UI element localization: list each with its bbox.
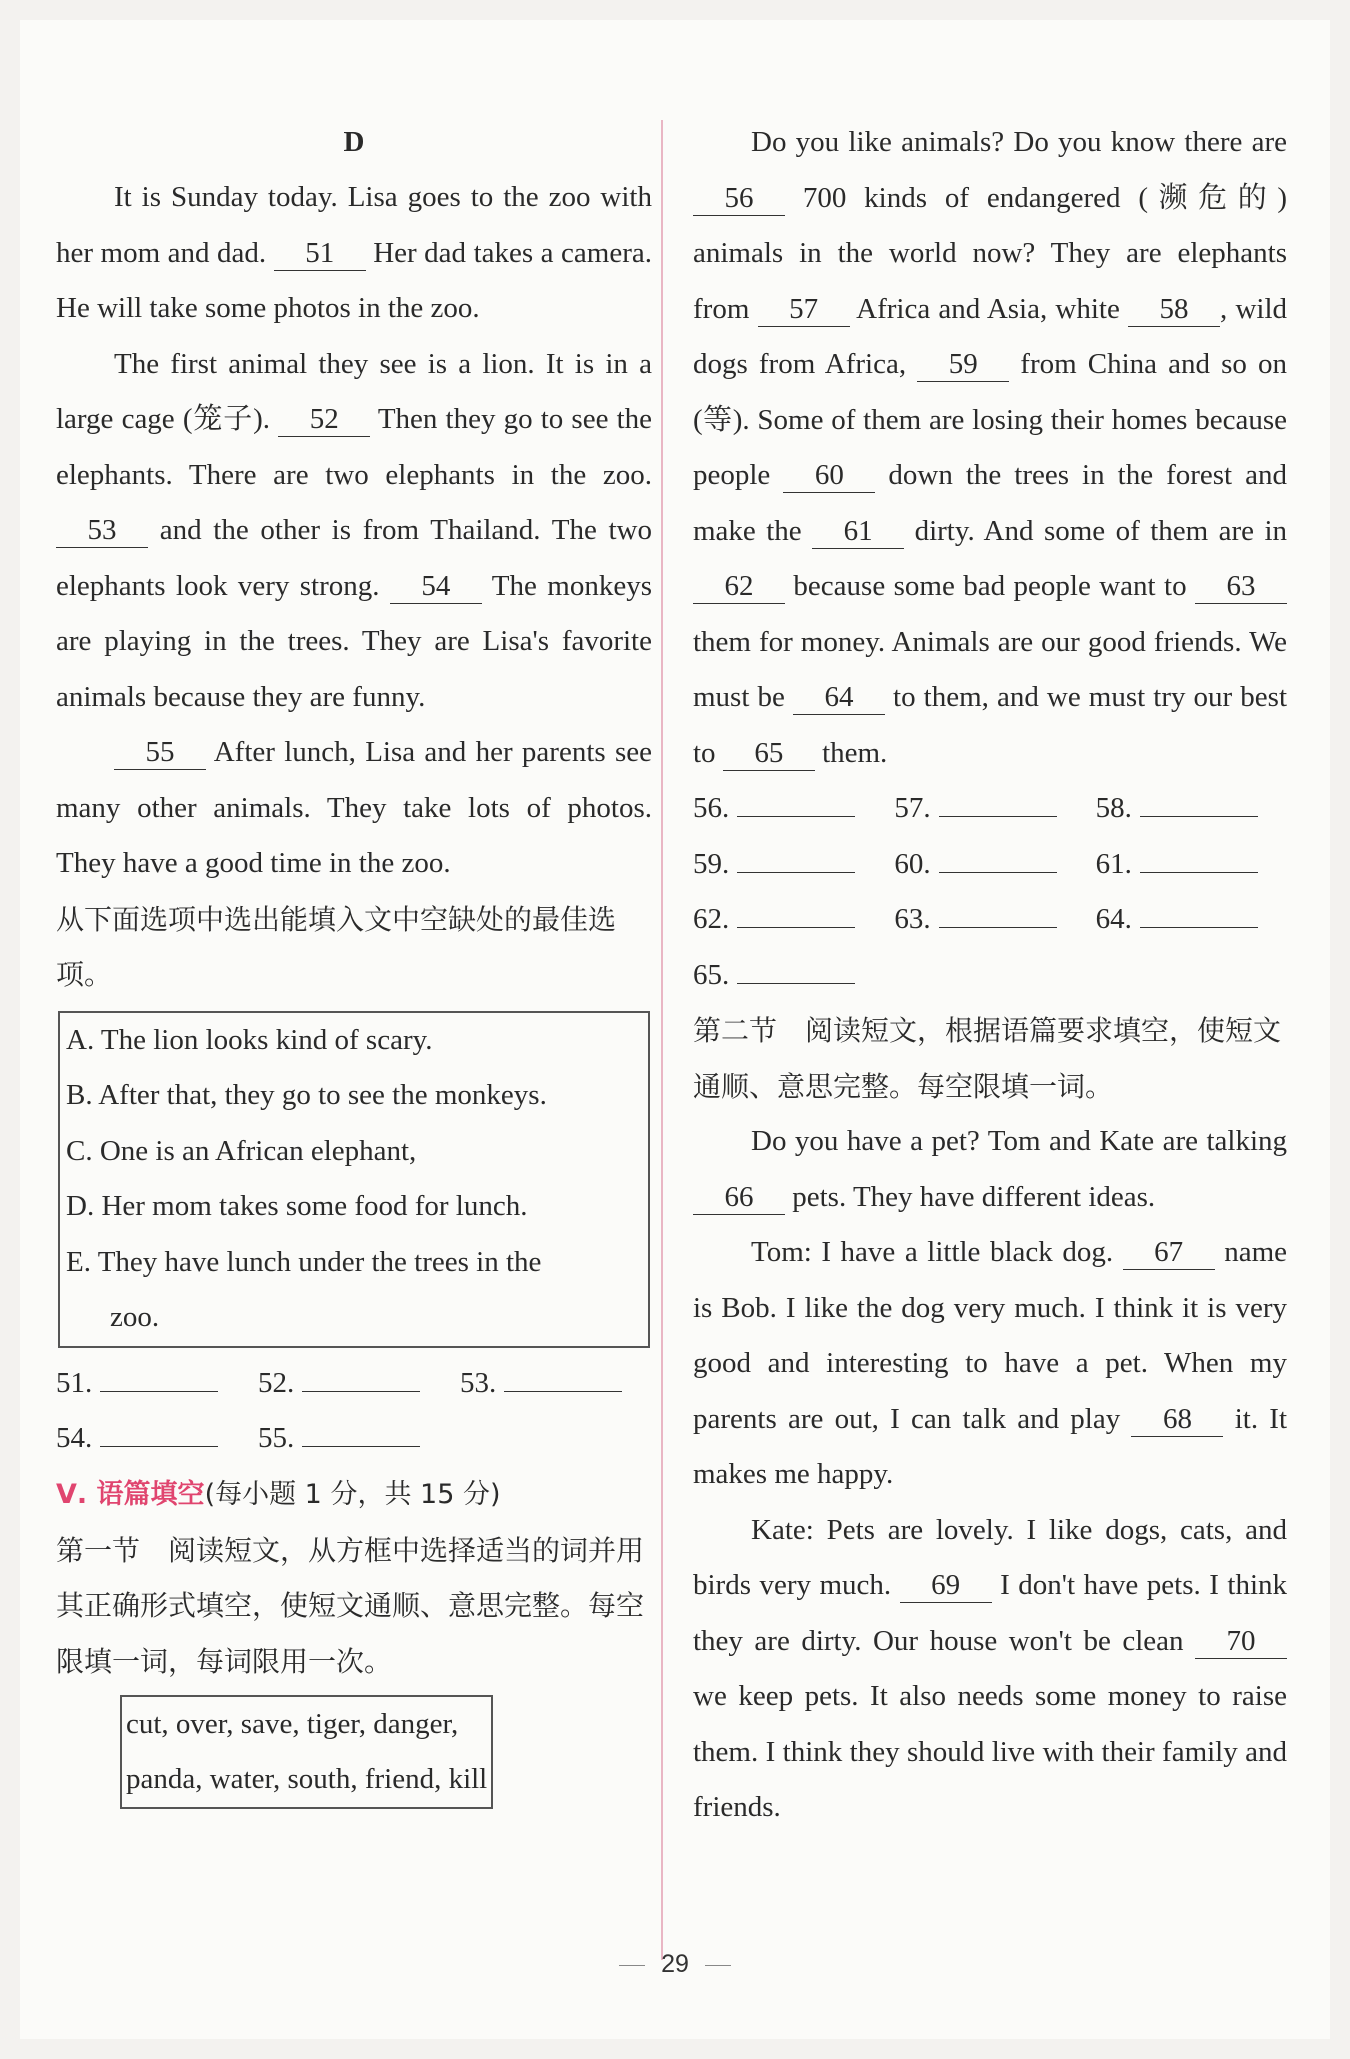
text: them for money. Animals are our good friends. We must be: [693, 625, 1287, 713]
answer-line[interactable]: [737, 852, 855, 873]
answer-62[interactable]: [693, 892, 884, 948]
text: It is Sunday today. Lisa goes to the zoo with her mom and dad.: [56, 181, 652, 269]
blank-53: 53: [56, 513, 148, 548]
blank-54: 54: [390, 569, 482, 604]
answer-label: 60.: [894, 847, 931, 880]
text: to them, and we must try our best to: [693, 681, 1288, 769]
text: name is Bob. I like the dog very much. I think it is very good and interesting to have a pet. When my parents are out, I can talk and play: [693, 1236, 1288, 1435]
option-e-continued: zoo.: [110, 1301, 160, 1333]
answer-59[interactable]: [693, 837, 884, 893]
answer-54[interactable]: [56, 1411, 248, 1467]
answer-lines-56-65: [693, 781, 1287, 1003]
passage-d-paragraph-1: [56, 170, 652, 337]
part2-instruction: 第二节 阅读短文，根据语篇要求填空，使短文通顺、意思完整。每空限填一词。: [693, 1014, 1282, 1103]
answer-line[interactable]: [737, 963, 855, 984]
text: and the other is from Thailand. The two elephants look very strong.: [56, 514, 653, 602]
text: I don't have pets. I think they are dirty. Our house won't be clean: [693, 1569, 1287, 1657]
page: [20, 20, 1330, 2039]
passage-d-paragraph-3: [56, 725, 652, 892]
answer-line[interactable]: [737, 796, 855, 817]
options-box: [58, 1011, 650, 1348]
left-column: [56, 115, 652, 1809]
answer-61[interactable]: [1096, 837, 1287, 893]
blank-57: 57: [758, 292, 850, 327]
answer-line[interactable]: [100, 1426, 218, 1447]
answer-line[interactable]: [737, 907, 855, 928]
text: Do you like animals? Do you know there are: [751, 126, 1287, 158]
text: Her dad takes a camera. He will take some photos in the zoo.: [56, 236, 652, 324]
text: Kate: Pets are lovely. I like dogs, cats, and birds very much.: [693, 1513, 1287, 1601]
answer-line[interactable]: [302, 1371, 420, 1392]
text: we keep pets. It also needs some money to raise them. I think they should live with their family and friends.: [693, 1680, 1287, 1823]
blank-56: 56: [693, 181, 785, 216]
option-d: D. Her mom takes some food for lunch.: [66, 1190, 528, 1222]
text: After lunch, Lisa and her parents see many other animals. They take lots of photos. They have a good time in the zoo.: [56, 736, 653, 879]
blank-65: 65: [723, 736, 815, 771]
answer-label: 62.: [693, 903, 730, 935]
part1-instruction: 第一节 阅读短文，从方框中选择适当的词并用其正确形式填空，使短文通顺、意思完整。每空限填一词，每词限用一次。: [56, 1533, 645, 1678]
option-c: C. One is an African elephant,: [66, 1134, 417, 1167]
part1-passage: [693, 115, 1287, 781]
answer-line[interactable]: [100, 1371, 218, 1392]
answer-line[interactable]: [939, 907, 1057, 928]
answer-label: 64.: [1095, 903, 1132, 935]
option-a: A. The lion looks kind of scary.: [66, 1023, 433, 1056]
text: it. It makes me happy.: [693, 1402, 1288, 1490]
answer-line[interactable]: [1140, 907, 1258, 928]
passage-d-heading: D: [343, 126, 365, 158]
blank-70: 70: [1195, 1624, 1287, 1659]
text: Then they go to see the elephants. There are two elephants in the zoo.: [56, 403, 653, 491]
blank-62: 62: [693, 569, 785, 604]
answer-label: 54.: [56, 1422, 93, 1454]
answer-63[interactable]: [894, 892, 1085, 948]
answer-51[interactable]: [56, 1356, 248, 1412]
answer-65[interactable]: [693, 948, 884, 1004]
answer-label: 57.: [894, 792, 931, 824]
text: dirty. And some of them are in: [914, 514, 1288, 547]
option-b: B. After that, they go to see the monkeys.: [66, 1079, 547, 1111]
section-v-score: (每小题 1 分，共 15 分): [204, 1478, 501, 1510]
column-divider: [661, 120, 663, 1960]
text: Do you have a pet? Tom and Kate are talking: [751, 1125, 1287, 1157]
section-v-label: Ⅴ. 语篇填空: [56, 1478, 205, 1510]
answer-label: 61.: [1095, 847, 1132, 880]
answer-line[interactable]: [939, 796, 1057, 817]
text: The first animal they see is a lion. It is in a large cage (笼子).: [56, 347, 652, 435]
text: Tom: I have a little black dog.: [751, 1236, 1114, 1268]
blank-52: 52: [278, 402, 370, 437]
answer-53[interactable]: [460, 1356, 652, 1412]
answer-label: 53.: [460, 1366, 497, 1399]
blank-64: 64: [793, 680, 885, 715]
footer-dash: [619, 1965, 645, 1966]
answer-52[interactable]: [258, 1356, 450, 1412]
text: The monkeys are playing in the trees. They are Lisa's favorite animals because they are funny.: [56, 569, 652, 713]
text: pets. They have different ideas.: [792, 1180, 1156, 1213]
text: them.: [822, 736, 888, 769]
text: 700 kinds of endangered (濒危的) animals in the world now? They are elephants from: [693, 181, 1287, 325]
answer-label: 55.: [258, 1422, 295, 1454]
answer-label: 51.: [56, 1366, 93, 1399]
blank-68: 68: [1131, 1402, 1223, 1437]
footer-dash: [705, 1965, 731, 1966]
answer-label: 58.: [1095, 792, 1132, 824]
answer-label: 56.: [693, 792, 730, 824]
text: Africa and Asia, white: [856, 292, 1120, 325]
page-footer: [0, 1950, 1350, 1979]
word-box-line-1: cut, over, save, tiger, danger,: [126, 1708, 459, 1740]
answer-line[interactable]: [1140, 852, 1258, 873]
part2-paragraph-3: [693, 1503, 1287, 1836]
blank-55: 55: [114, 735, 206, 770]
blank-66: 66: [693, 1180, 785, 1215]
blank-51: 51: [274, 236, 366, 271]
blank-61: 61: [812, 514, 904, 549]
answer-label: 63.: [894, 903, 931, 935]
answer-58[interactable]: [1096, 781, 1287, 837]
answer-lines-51-55: [56, 1356, 652, 1467]
part2-paragraph-1: [693, 1114, 1287, 1225]
answer-60[interactable]: [894, 837, 1085, 893]
part2-paragraph-2: [693, 1225, 1287, 1503]
section-v-heading: [56, 1467, 652, 1523]
answer-line[interactable]: [504, 1371, 622, 1392]
answer-label: 65.: [693, 958, 730, 991]
text: , wild dogs from Africa,: [693, 292, 1288, 380]
word-box-line-2: panda, water, south, friend, kill: [126, 1763, 488, 1795]
answer-label: 52.: [258, 1366, 295, 1399]
blank-58: 58: [1128, 292, 1220, 327]
answer-55[interactable]: [258, 1411, 450, 1467]
option-e: E. They have lunch under the trees in the: [66, 1245, 542, 1278]
word-box: [120, 1695, 493, 1809]
answer-64[interactable]: [1096, 892, 1287, 948]
text: from China and so on (等). Some of them are losing their homes because people: [693, 348, 1288, 491]
answer-line[interactable]: [1140, 796, 1258, 817]
text: down the trees in the forest and make the: [693, 459, 1288, 547]
passage-d-paragraph-2: [56, 337, 652, 726]
answer-56[interactable]: [693, 781, 884, 837]
blank-59: 59: [917, 347, 1009, 382]
page-number: 29: [661, 1950, 689, 1978]
blank-67: 67: [1123, 1235, 1215, 1270]
blank-60: 60: [783, 458, 875, 493]
blank-63: 63: [1195, 569, 1287, 604]
options-instruction: 从下面选项中选出能填入文中空缺处的最佳选项。: [56, 902, 617, 991]
right-column: [693, 115, 1287, 1836]
answer-57[interactable]: [894, 781, 1085, 837]
answer-line[interactable]: [939, 852, 1057, 873]
answer-line[interactable]: [302, 1426, 420, 1447]
blank-69: 69: [900, 1568, 992, 1603]
answer-label: 59.: [693, 847, 730, 880]
text: because some bad people want to: [793, 570, 1187, 602]
